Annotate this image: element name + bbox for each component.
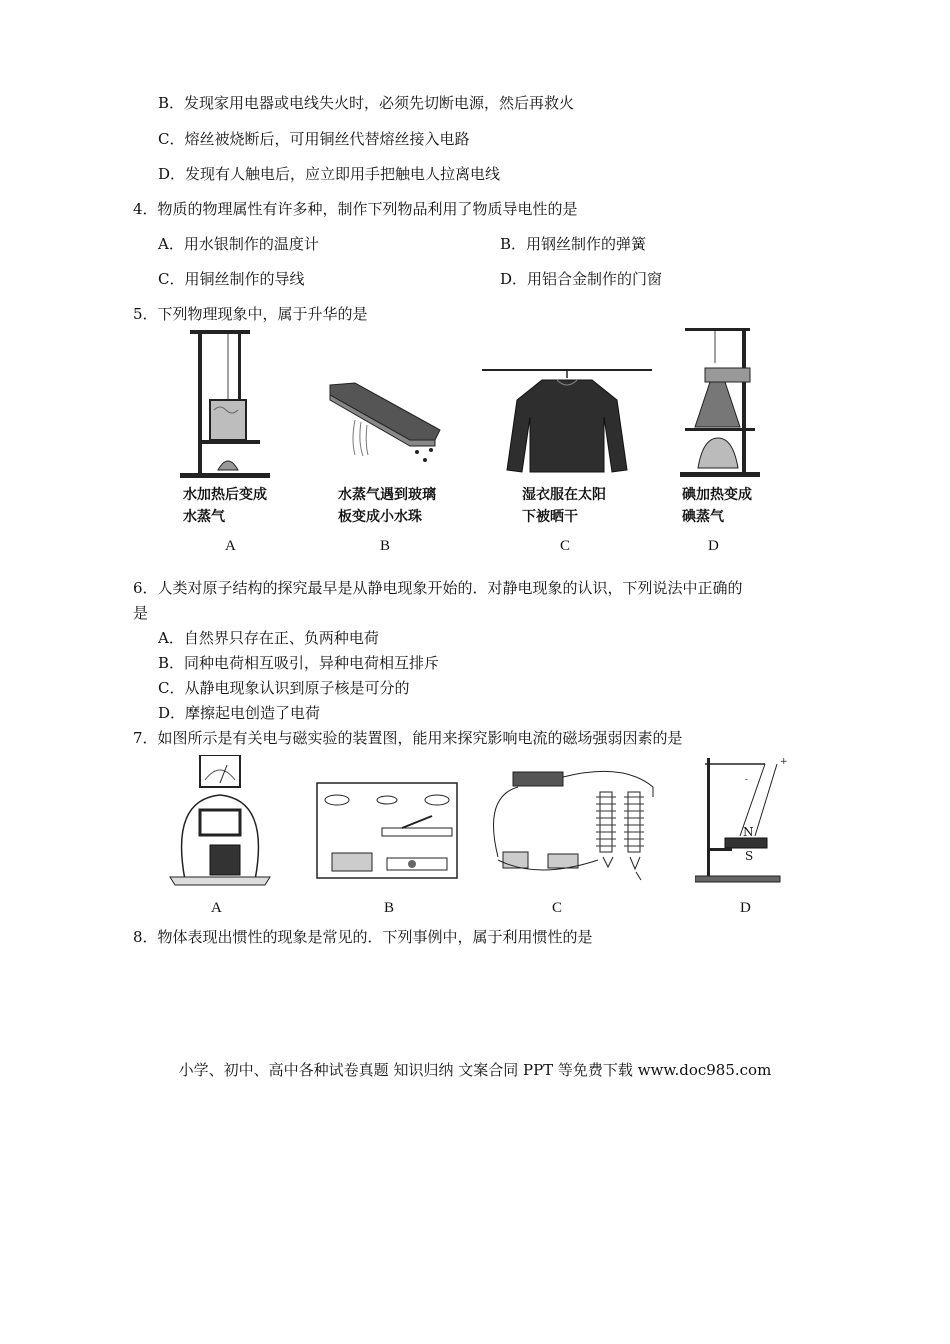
q6-option-b: B．同种电荷相互吸引，异种电荷相互排斥 [158, 654, 440, 672]
q5-caption-b-line1: 水蒸气遇到玻璃 [338, 487, 436, 503]
q5-caption-b-line2: 板变成小水珠 [338, 509, 422, 525]
q7-label-c: C [552, 900, 563, 916]
q5-caption-a-line2: 水蒸气 [183, 509, 225, 525]
q7-stem: 7．如图所示是有关电与磁实验的装置图，能用来探究影响电流的磁场强弱因素的是 [133, 729, 683, 747]
q6-stem-line2: 是 [133, 604, 149, 622]
q6-option-a: A．自然界只存在正、负两种电荷 [158, 629, 379, 647]
q7-magnet-s-label: S [745, 849, 754, 863]
q5-label-d: D [708, 538, 719, 554]
q6-option-d: D．摩擦起电创造了电荷 [158, 704, 321, 722]
q5-label-c: C [560, 538, 571, 554]
q7-figure-a-galvanometer [165, 755, 275, 890]
q5-figure-b-glass-plate [325, 380, 445, 470]
footer-text: 小学、初中、高中各种试卷真题 知识归纳 文案合同 PPT 等免费下载 www.doc985.com [178, 1061, 772, 1079]
q6-option-c: C．从静电现象认识到原子核是可分的 [158, 679, 410, 697]
q8-stem: 8．物体表现出惯性的现象是常见的．下列事例中，属于利用惯性的是 [133, 928, 593, 946]
q3-option-d: D．发现有人触电后，应立即用手把触电人拉离电线 [158, 165, 501, 183]
q7-figure-d-magnet-stand [695, 756, 795, 886]
q5-caption-d-line2: 碘蒸气 [682, 509, 724, 525]
q5-caption-a-line1: 水加热后变成 [183, 487, 267, 503]
q5-caption-c-line2: 下被晒干 [522, 509, 578, 525]
q5-caption-d-line1: 碘加热变成 [682, 487, 752, 503]
q7-figure-c-electromagnets [488, 762, 663, 892]
q4-stem: 4．物质的物理属性有许多种，制作下列物品利用了物质导电性的是 [133, 200, 578, 218]
q5-figure-c-sweater [482, 365, 652, 480]
svg-text:+: + [780, 757, 788, 767]
q7-label-a: A [211, 900, 222, 916]
q7-magnet-n-label: N [743, 825, 754, 839]
q4-option-c: C．用铜丝制作的导线 [158, 270, 305, 288]
q6-stem-line1: 6．人类对原子结构的探究最早是从静电现象开始的．对静电现象的认识，下列说法中正确的 [133, 579, 743, 597]
q5-figure-d-iodine-funnel [680, 328, 765, 478]
q3-option-c: C．熔丝被烧断后，可用铜丝代替熔丝接入电路 [158, 130, 470, 148]
q5-figure-a-beaker-heating [180, 330, 280, 480]
svg-text:-: - [745, 775, 749, 785]
q3-option-b: B．发现家用电器或电线失火时，必须先切断电源，然后再救火 [158, 94, 575, 112]
q5-label-a: A [225, 538, 236, 554]
q5-stem: 5．下列物理现象中，属于升华的是 [133, 305, 368, 323]
q4-option-d: D．用铝合金制作的门窗 [500, 270, 663, 288]
q5-caption-c-line1: 湿衣服在太阳 [522, 487, 606, 503]
q4-option-b: B．用钢丝制作的弹簧 [500, 235, 647, 253]
q5-label-b: B [380, 538, 391, 554]
q7-label-d: D [740, 900, 751, 916]
q7-figure-b-circuit-board [312, 778, 462, 888]
q4-option-a: A．用水银制作的温度计 [158, 235, 319, 253]
q7-label-b: B [384, 900, 395, 916]
